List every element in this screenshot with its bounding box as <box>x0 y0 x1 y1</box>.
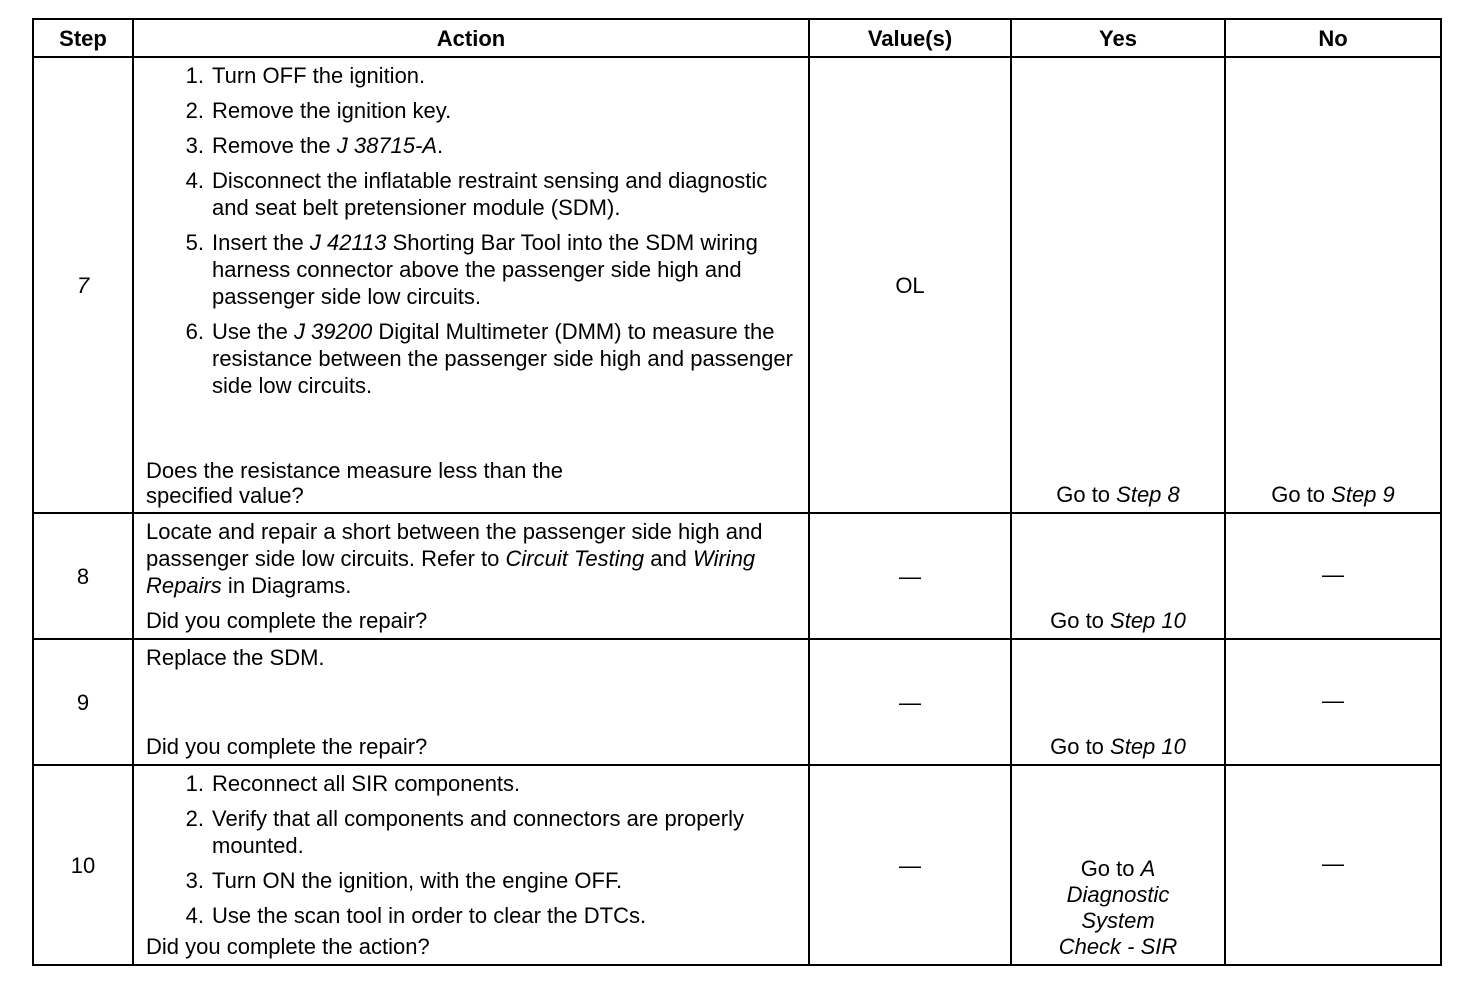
table-row-step-9 <box>33 639 1441 765</box>
list-item: 1. Turn OFF the ignition. <box>185 63 426 88</box>
list-item: 5. Insert the J 42113 Shorting Bar Tool into the SDM wiring harness connector above the passenger side high and passenger side low circuits. <box>185 230 758 309</box>
tool-ref: J 38715-A <box>336 133 438 158</box>
yes-cell: Go to Step 10 <box>1011 639 1225 765</box>
list-item: 3. Remove the J 38715-A. <box>185 133 444 158</box>
value-cell: OL <box>809 57 1011 513</box>
no-cell: — <box>1225 765 1441 965</box>
list-item: 3. Turn ON the ignition, with the engine OFF. <box>185 868 623 893</box>
step-number: 8 <box>33 513 133 639</box>
header-step: Step <box>33 19 133 57</box>
diagnostic-table <box>32 18 1442 966</box>
value-cell: — <box>809 765 1011 965</box>
goto-diagnostic-check-link[interactable]: A Diagnostic System Check - SIR <box>1058 856 1178 959</box>
header-row <box>33 19 1441 57</box>
goto-step-link[interactable]: Step 10 <box>1110 734 1186 759</box>
value-cell: — <box>809 513 1011 639</box>
header-action: Action <box>133 19 809 57</box>
list-item: 4. Disconnect the inflatable restraint sensing and diagnostic and seat belt pretensioner module (SDM). <box>185 168 768 220</box>
value-cell: — <box>809 639 1011 765</box>
goto-step-link[interactable]: Step 9 <box>1331 482 1395 507</box>
no-cell: Go to Step 9 <box>1225 57 1441 513</box>
action-question: Did you complete the repair? <box>146 608 428 633</box>
action-question: Does the resistance measure less than the specified value? <box>146 458 564 508</box>
tool-ref: J 39200 <box>293 319 373 344</box>
no-cell: — <box>1225 639 1441 765</box>
header-values: Value(s) <box>809 19 1011 57</box>
list-item: 1. Reconnect all SIR components. <box>185 771 521 796</box>
doc-ref: Circuit Testing <box>505 546 645 571</box>
list-item: 6. Use the J 39200 Digital Multimeter (DMM) to measure the resistance between the passenger side high and passenger side low circuits. <box>185 319 793 398</box>
yes-cell: Go to Step 10 <box>1011 513 1225 639</box>
action-question: Did you complete the action? <box>146 934 430 959</box>
action-question: Did you complete the repair? <box>146 734 428 759</box>
action-cell <box>133 57 809 513</box>
step-number: 9 <box>33 639 133 765</box>
doc-ref: Wiring Repairs <box>146 546 756 598</box>
table-row-step-8 <box>33 513 1441 639</box>
step-number: 7 <box>33 57 133 513</box>
action-cell <box>133 765 809 965</box>
yes-cell: Go to A Diagnostic System Check - SIR <box>1011 765 1225 965</box>
action-steps-list <box>146 770 798 929</box>
table-row-step-10 <box>33 765 1441 965</box>
list-item: 2. Verify that all components and connectors are properly mounted. <box>185 806 744 858</box>
goto-step-link[interactable]: Step 10 <box>1110 608 1186 633</box>
table-row-step-7 <box>33 57 1441 513</box>
header-yes: Yes <box>1011 19 1225 57</box>
goto-step-link[interactable]: Step 8 <box>1116 482 1180 507</box>
action-cell <box>133 639 809 765</box>
diagnostic-table-page <box>32 18 1442 966</box>
list-item: 2. Remove the ignition key. <box>185 98 452 123</box>
action-text: Replace the SDM. <box>146 645 325 670</box>
no-cell: — <box>1225 513 1441 639</box>
header-no: No <box>1225 19 1441 57</box>
action-cell <box>133 513 809 639</box>
action-steps-list <box>146 62 798 407</box>
step-number: 10 <box>33 765 133 965</box>
action-text: Locate and repair a short between the passenger side high and passenger side low circuits. Refer to Circuit Testing and Wiring Repairs in Diagrams. <box>146 519 763 598</box>
tool-ref: J 42113 <box>309 230 387 255</box>
yes-cell: Go to Step 8 <box>1011 57 1225 513</box>
list-item: 4. Use the scan tool in order to clear the DTCs. <box>185 903 647 928</box>
